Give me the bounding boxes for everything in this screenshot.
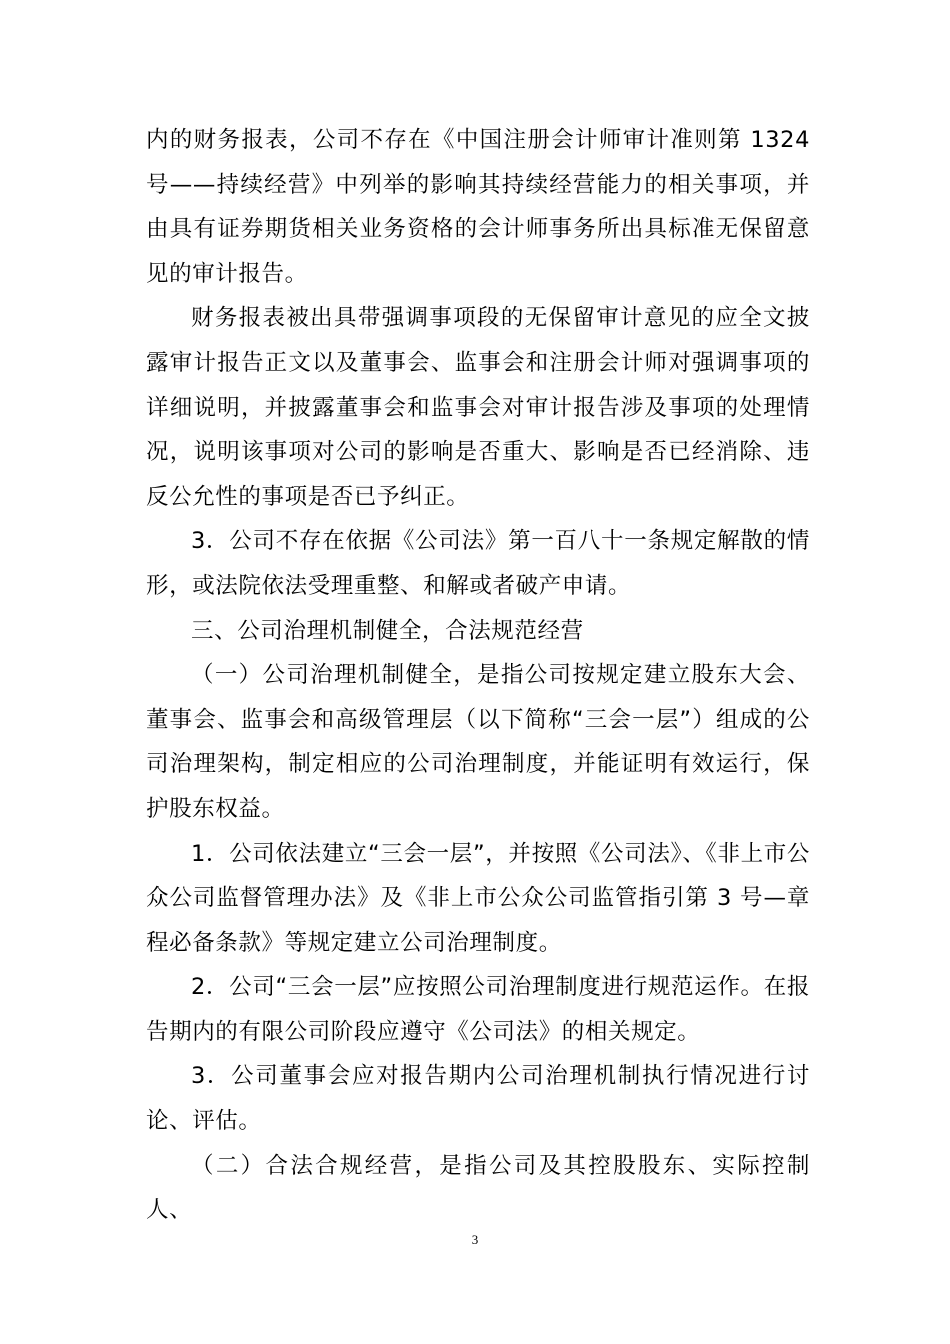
paragraph-6: 1．公司依法建立“三会一层”，并按照《公司法》、《非上市公众公司监督管理办法》及《非上市公众公司监管指引第 3 号—章程必备条款》等规定建立公司治理制度。	[146, 840, 810, 956]
section-heading-3: 三、公司治理机制健全，合法规范经营	[191, 617, 584, 644]
page-number: 3	[471, 1232, 479, 1247]
paragraph-9: （二）合法合规经营，是指公司及其控股股东、实际控制人、	[146, 1152, 810, 1224]
paragraph-5: （一）公司治理机制健全，是指公司按规定建立股东大会、董事会、监事会和高级管理层（以下简称“三会一层”）组成的公司治理架构，制定相应的公司治理制度，并能证明有效运行，保护股东权益。	[146, 662, 810, 822]
document-body	[146, 118, 810, 1233]
paragraph-2: 财务报表被出具带强调事项段的无保留审计意见的应全文披露审计报告正文以及董事会、监事会和注册会计师对强调事项的详细说明，并披露董事会和监事会对审计报告涉及事项的处理情况，说明该事项对公司的影响是否重大、影响是否已经消除、违反公允性的事项是否已予纠正。	[146, 305, 810, 510]
paragraph-1: 内的财务报表，公司不存在《中国注册会计师审计准则第 1324 号——持续经营》中列举的影响其持续经营能力的相关事项，并由具有证券期货相关业务资格的会计师事务所出具标准无保留意见的审计报告。	[146, 127, 810, 287]
paragraph-8: 3．公司董事会应对报告期内公司治理机制执行情况进行讨论、评估。	[146, 1063, 810, 1135]
paragraph-7: 2．公司“三会一层”应按照公司治理制度进行规范运作。在报告期内的有限公司阶段应遵守《公司法》的相关规定。	[146, 974, 810, 1045]
paragraph-3: 3．公司不存在依据《公司法》第一百八十一条规定解散的情形，或法院依法受理重整、和解或者破产申请。	[146, 528, 810, 599]
